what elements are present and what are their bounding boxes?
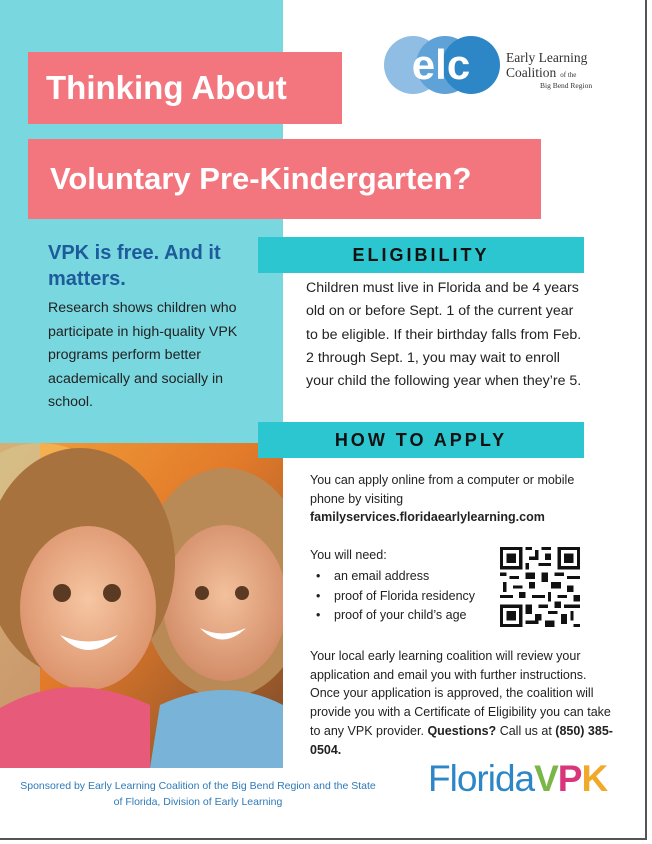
sponsor-note: Sponsored by Early Learning Coalition of the Big Bend Region and the State of Florida, Division of Early Learning: [20, 780, 376, 808]
list-item: • proof of your child’s age: [316, 606, 475, 626]
logo-line-2-small: of the: [560, 71, 577, 80]
apply-review-text: Your local early learning coalition will review your application and email you with further instructions. Once your application is approved, the coalition will provide you with a Certificate of Eligibility you can take to any VPK provider.: [310, 649, 611, 738]
list-item: • an email address: [316, 567, 475, 587]
how-to-apply-header: [258, 422, 584, 458]
vpk-letter-p: P: [557, 758, 582, 799]
title-line-1: [28, 52, 342, 124]
eligibility-body: Children must live in Florida and be 4 years old on or before Sept. 1 of the current year to be eligible. If their birthday falls from Feb. 2 through Sept. 1, you may wait to enroll your child the following year when they’re 5.: [306, 280, 582, 390]
apply-intro: [310, 471, 610, 527]
vpk-letter-v: V: [534, 758, 558, 799]
apply-intro-text: You can apply online from a computer or mobile phone by visiting: [310, 473, 575, 506]
children-photo-image: [0, 443, 283, 768]
how-to-apply-header-text: HOW TO APPLY: [334, 429, 508, 450]
elc-mark-text: elc: [411, 41, 471, 88]
intro-heading: VPK is free. And it matters.: [48, 242, 221, 290]
phone-number[interactable]: (850) 385-0504.: [310, 723, 613, 757]
eligibility-header: [258, 237, 584, 273]
title-line-1-text: Thinking About: [46, 69, 287, 106]
qr-code-graphic: [500, 547, 580, 627]
title-line-2: [28, 139, 541, 219]
eligibility-header-text: ELIGIBILITY: [352, 244, 490, 265]
list-item: • proof of Florida residency: [316, 587, 475, 607]
questions-label: Questions?: [427, 723, 497, 738]
qr-code-icon[interactable]: [500, 547, 580, 627]
logo-line-3: Big Bend Region: [540, 80, 593, 90]
logo-line-2: Coalition: [506, 65, 557, 81]
elc-logo-wordmark: [506, 51, 592, 90]
vpk-letter-k: K: [581, 758, 608, 799]
apply-review: [310, 647, 615, 759]
needs-list: [316, 567, 475, 626]
florida-vpk-logo: [428, 758, 607, 800]
intro-body: Research shows children who participate in high-quality VPK programs perform better academically and socially in school.: [48, 300, 238, 410]
apply-website-link[interactable]: familyservices.floridaearlylearning.com: [310, 510, 545, 524]
call-text: Call us at: [499, 723, 552, 738]
logo-line-1: Early Learning: [506, 50, 588, 65]
need-label: You will need:: [310, 548, 387, 562]
elc-logo: [383, 34, 623, 96]
florida-vpk-wordmark: Florida: [428, 758, 535, 799]
title-line-2-text: Voluntary Pre-Kindergarten?: [50, 161, 472, 196]
children-photo: [0, 443, 283, 768]
elc-logo-icon: [383, 34, 501, 96]
vpk-letters: [534, 758, 607, 799]
